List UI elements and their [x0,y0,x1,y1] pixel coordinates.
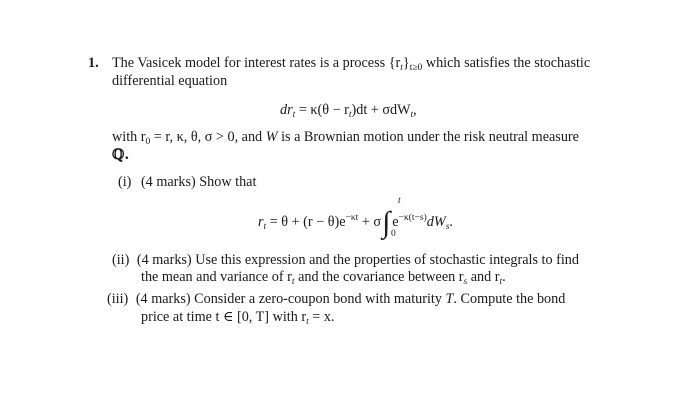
f-mid: = θ + (r − θ)e [266,214,346,230]
cond-sub0: 0 [145,137,151,147]
sde-end: , [413,102,417,118]
part-i-line [118,173,256,191]
part-iii-sub: t [306,317,309,327]
part-ii-label: (ii) [112,252,130,268]
f-dW: dW [426,214,446,230]
sde-equation [280,101,417,124]
part-iii-text-2b: = x. [308,309,335,325]
part-ii-sub2: s [463,277,468,287]
f-sub-t: t [263,222,267,232]
integral-sign: ∫ [382,206,391,239]
integral-upper-limit: t [398,196,401,206]
part-i-text: Show that [199,174,257,190]
part-ii-line-2 [141,268,506,291]
part-i-label: (i) [118,174,132,190]
cond-mid: = r, κ, θ, σ > 0, and [150,129,266,145]
sde-sub2: t [348,110,352,120]
part-i-formula [258,206,453,239]
cond-W: W [265,129,278,145]
f-plus: + σ [358,214,382,230]
conditions-line [112,128,579,151]
f-end: . [449,214,453,230]
measure-Q: ℚ. [112,147,130,163]
intro-sub: t [400,63,403,73]
part-iii-marks: (4 marks) [135,291,191,307]
part-iii-line-1 [107,290,565,308]
part-ii-text-2a: the mean and variance of r [141,269,292,285]
part-ii-sub1: t [291,277,295,287]
part-ii-sub3: t [499,277,503,287]
part-ii-text-1: Use this expression and the properties of stochastic integrals to find [195,252,579,268]
part-iii-line-2 [141,308,334,331]
part-iii-text-1b: . Compute the bond [453,291,566,307]
f-e: e [392,214,399,230]
part-ii-text-2c: and r [467,269,500,285]
integral-lower-limit: 0 [391,229,396,239]
part-iii-text-2a: price at time t ∈ [0, T] with r [141,309,307,325]
sde-eq: = κ(θ − r [295,102,349,118]
f-exp1: −κt [345,213,359,223]
intro-line-2: differential equation [112,73,228,89]
part-i-marks: (4 marks) [140,174,196,190]
cond-rest: is a Brownian motion under the risk neutral measure [277,129,579,145]
sde-dr: dr [280,102,293,118]
intro-text: The Vasicek model for interest rates is a process {r [112,55,401,71]
part-iii-T: T [445,291,454,307]
part-iii-label: (iii) [107,291,129,307]
part-ii-line-1 [112,251,579,269]
part-ii-text-2d: . [502,269,506,285]
problem-number: 1. [88,55,99,71]
intro-sub2: t≥0 [409,63,423,73]
part-ii-text-2b: and the covariance between r [294,269,464,285]
part-iii-text-1a: Consider a zero-coupon bond with maturity [194,291,446,307]
sde-sub3: t [410,110,414,120]
f-sub-s: s [445,222,450,232]
sde-rest: )dt + σdW [351,102,411,118]
f-lhs: r [258,214,264,230]
intro-close: } [402,55,410,71]
sde-sub: t [292,110,296,120]
intro-end: which satisfies the stochastic [422,55,591,71]
f-exp2: −κ(t−s) [398,213,427,223]
part-ii-marks: (4 marks) [136,252,192,268]
cond-with: with r [112,129,146,145]
